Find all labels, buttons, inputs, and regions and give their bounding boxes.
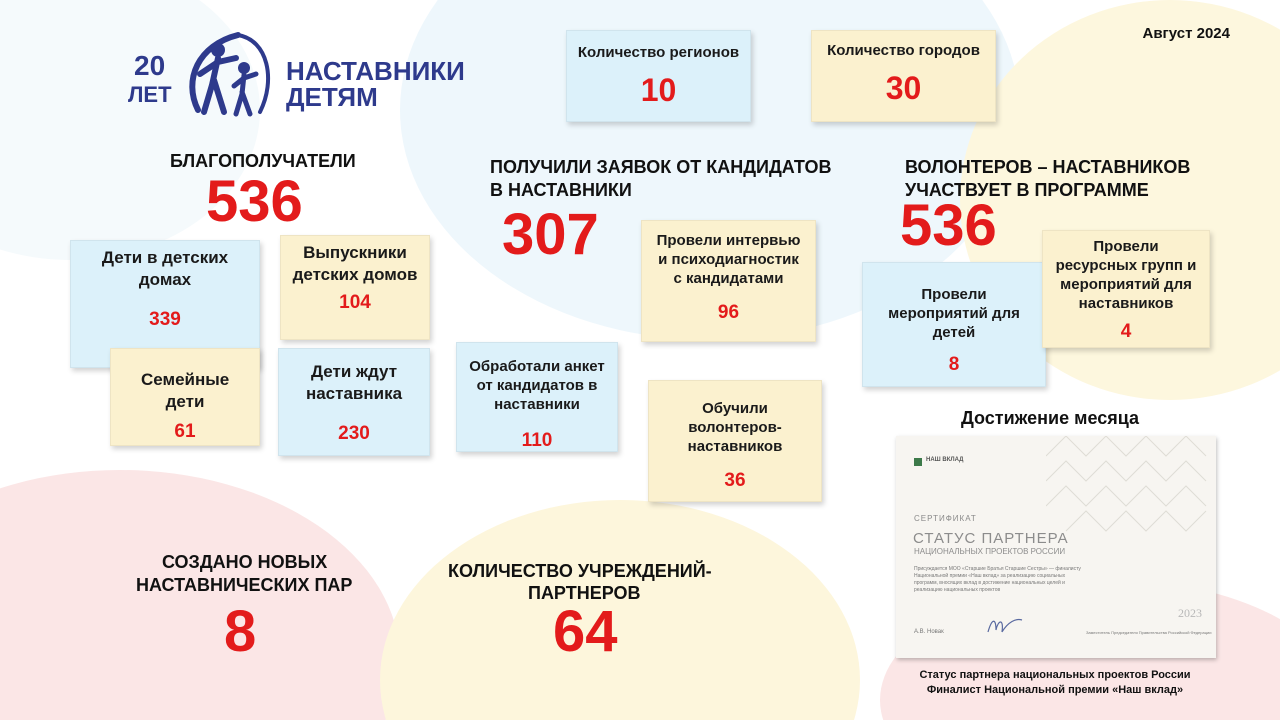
- graduates-card: [280, 235, 430, 340]
- events-children-value: 8: [948, 354, 960, 375]
- pairs-title-line1: СОЗДАНО НОВЫХ: [162, 552, 328, 572]
- beneficiaries-title: БЛАГОПОЛУЧАТЕЛИ: [170, 151, 356, 171]
- beneficiaries-value: 536: [206, 169, 303, 234]
- certificate-title: СТАТУС ПАРТНЕРА: [913, 530, 1069, 547]
- achievement-caption-line2: Финалист Национальной премии «Наш вклад»: [926, 684, 1184, 696]
- partners-title-line1: КОЛИЧЕСТВО УЧРЕЖДЕНИЙ-: [448, 561, 712, 581]
- resource-groups-label: Провели ресурсных групп и мероприятий для наставников: [1055, 238, 1197, 312]
- signature-icon: [986, 614, 1026, 638]
- certificate-logo-text: НАШ ВКЛАД: [926, 457, 964, 463]
- graduates-label: Выпускники детских домов: [292, 243, 418, 284]
- trained-label: Обучили волонтеров-наставников: [687, 400, 783, 455]
- logo: [126, 30, 466, 120]
- family-children-value: 61: [174, 421, 196, 442]
- regions-value: 10: [640, 72, 677, 108]
- waiting-children-card: [278, 348, 430, 456]
- report-date: Август 2024: [1142, 25, 1230, 42]
- graduates-value: 104: [339, 292, 371, 313]
- certificate-pattern: [1046, 436, 1216, 546]
- pairs-title-line2: НАСТАВНИЧЕСКИХ ПАР: [136, 575, 353, 595]
- cities-value: 30: [885, 70, 922, 106]
- partners-value: 64: [553, 599, 618, 664]
- achievement-title: Достижение месяца: [960, 408, 1140, 428]
- trained-card: [648, 380, 822, 502]
- certificate-signer-title: Заместитель Председателя Правительства Российской Федерации: [1086, 630, 1212, 635]
- bg-blob-yellow-bottom: [380, 500, 860, 720]
- events-children-label: Провели мероприятий для детей: [888, 286, 1020, 341]
- applications-value: 307: [502, 202, 599, 267]
- certificate-logo-mark: [914, 458, 922, 466]
- events-children-card: [862, 262, 1046, 387]
- processed-card: [456, 342, 618, 452]
- waiting-children-value: 230: [338, 423, 370, 444]
- children-homes-label: Дети в детских домах: [101, 248, 229, 289]
- certificate-body: Присуждается МОО «Старшие Братья Старшие Сестры» — финалисту Национальной премии «Наш вклад» за реализацию социальных программ, вносящих вклад в достижение национальных целей и реализацию национальных проектов: [914, 566, 1081, 593]
- achievement-caption-line1: Статус партнера национальных проектов России: [919, 669, 1191, 681]
- logo-line2: ДЕТЯМ: [286, 82, 378, 112]
- waiting-children-label: Дети ждут наставника: [305, 362, 403, 403]
- certificate-year: 2023: [1178, 606, 1202, 620]
- regions-card: [566, 30, 751, 122]
- interviews-value: 96: [717, 302, 740, 323]
- volunteers-value: 536: [900, 193, 997, 258]
- pairs-value: 8: [224, 599, 257, 664]
- volunteers-title-line1: ВОЛОНТЕРОВ – НАСТАВНИКОВ: [905, 157, 1191, 177]
- resource-groups-value: 4: [1120, 321, 1132, 342]
- certificate-image: [896, 436, 1216, 658]
- processed-label: Обработали анкет от кандидатов в наставники: [469, 358, 605, 413]
- applications-title-line1: ПОЛУЧИЛИ ЗАЯВОК ОТ КАНДИДАТОВ: [490, 157, 832, 177]
- volunteers-title-line2: УЧАСТВУЕТ В ПРОГРАММЕ: [905, 180, 1149, 200]
- people-figures-icon: [178, 30, 278, 120]
- certificate-signer: А.В. Новак: [914, 629, 944, 635]
- family-children-label: Семейные дети: [141, 370, 230, 411]
- interviews-label: Провели интервью и психодиагностик с кандидатами: [656, 232, 801, 287]
- cities-card: [811, 30, 996, 122]
- logo-years-word: ЛЕТ: [128, 82, 172, 107]
- trained-value: 36: [724, 470, 746, 491]
- partners-title-line2: ПАРТНЕРОВ: [528, 583, 641, 603]
- certificate-subtitle: НАЦИОНАЛЬНЫХ ПРОЕКТОВ РОССИИ: [914, 547, 1066, 556]
- cities-label: Количество городов: [827, 42, 980, 59]
- regions-label: Количество регионов: [577, 44, 740, 61]
- resource-groups-card: [1042, 230, 1210, 348]
- family-children-card: [110, 348, 260, 446]
- processed-value: 110: [521, 430, 553, 451]
- children-homes-value: 339: [149, 309, 181, 330]
- logo-line1: НАСТАВНИКИ: [286, 56, 465, 86]
- certificate-label: СЕРТИФИКАТ: [914, 514, 977, 523]
- applications-title-line2: В НАСТАВНИКИ: [490, 180, 632, 200]
- logo-years-number: 20: [134, 50, 166, 81]
- interviews-card: [641, 220, 816, 342]
